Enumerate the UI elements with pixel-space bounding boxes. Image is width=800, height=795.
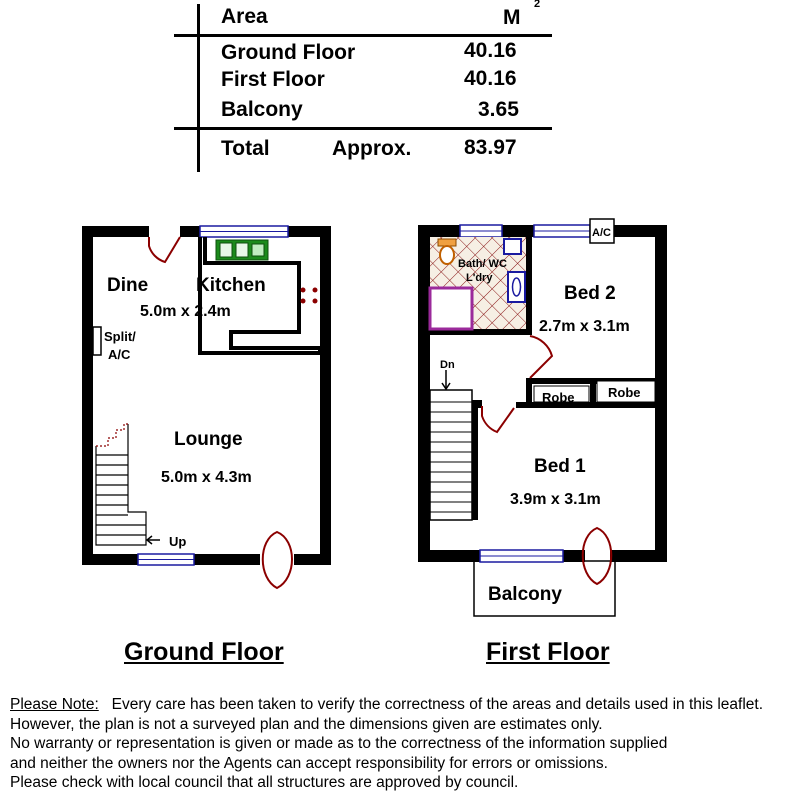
robe-1-label: Robe — [542, 390, 575, 405]
room-label-bed-2: Bed 2 — [564, 283, 616, 304]
first-wall-bottom-right — [610, 550, 667, 562]
total-label: Total — [221, 137, 270, 160]
row-balcony-value: 3.65 — [478, 98, 519, 121]
first-wall-top-mid — [502, 225, 534, 237]
kitchen-dimensions: 5.0m x 2.4m — [140, 303, 231, 320]
row-first-floor-value: 40.16 — [464, 67, 517, 90]
first-wall-bottom-left — [418, 550, 480, 562]
first-wall-top-left — [418, 225, 460, 237]
ground-wall-top-mid — [180, 226, 200, 237]
total-value: 83.97 — [464, 136, 517, 159]
sink-icon — [216, 240, 268, 260]
approx-label: Approx. — [332, 137, 412, 160]
vanity-icon — [504, 239, 521, 254]
disclaimer-label: Please Note: — [10, 696, 99, 713]
first-wall-left — [418, 225, 430, 562]
row-first-floor-label: First Floor — [221, 68, 325, 91]
ground-wall-bottom-right — [294, 554, 331, 565]
room-label-dine: Dine — [107, 275, 149, 296]
bed1-dimensions: 3.9m x 3.1m — [510, 491, 601, 508]
ground-wall-bottom-mid — [194, 554, 260, 565]
bath-label-2: L'dry — [466, 272, 493, 284]
toilet-icon — [438, 239, 456, 264]
row-ground-floor-value: 40.16 — [464, 39, 517, 62]
robe-2-label: Robe — [608, 385, 641, 400]
first-stairs-icon — [430, 370, 478, 520]
disclaimer-line-1 — [10, 695, 763, 715]
row-balcony-label: Balcony — [221, 98, 303, 121]
first-balcony-window-icon — [480, 550, 563, 562]
room-label-balcony: Balcony — [488, 584, 562, 605]
ground-top-window-icon — [200, 226, 288, 237]
disclaimer-line-2: However, the plan is not a surveyed plan and the dimensions given are estimates only. — [10, 715, 603, 733]
ground-entry-door-icon — [149, 237, 180, 262]
first-bath-window-icon — [460, 225, 502, 237]
room-label-lounge: Lounge — [174, 429, 243, 450]
bed2-door-icon — [530, 336, 552, 378]
ground-back-door-icon — [263, 532, 292, 588]
area-unit: M — [503, 6, 521, 29]
bath-label-1: Bath/ WC — [458, 258, 507, 270]
area-unit-exponent: 2 — [534, 0, 541, 10]
bed2-dimensions: 2.7m x 3.1m — [539, 318, 630, 335]
lounge-dimensions: 5.0m x 4.3m — [161, 469, 252, 486]
first-floor-title: First Floor — [486, 638, 610, 666]
first-wall-right — [655, 225, 667, 562]
cooktop-icon — [301, 288, 318, 304]
ground-floor-title: Ground Floor — [124, 638, 284, 666]
split-ac-label-1: Split/ — [104, 329, 136, 344]
bed2-wall-left — [526, 237, 532, 335]
shower-icon — [430, 288, 472, 329]
laundry-tub-icon — [508, 272, 525, 302]
ground-floor-plan — [82, 226, 331, 588]
disclaimer-line-5: Please check with local council that all structures are approved by council. — [10, 774, 519, 791]
ground-wall-left — [82, 226, 93, 565]
disclaimer-text-1: Every care has been taken to verify the correctness of the areas and details used in this leaflet. — [111, 696, 764, 713]
room-label-kitchen: Kitchen — [196, 275, 266, 296]
ground-wall-top-left — [82, 226, 149, 237]
ground-wall-top-right — [288, 226, 331, 237]
area-header: Area — [221, 5, 268, 28]
ground-wall-bottom-left — [82, 554, 138, 565]
first-wall-bottom-mid — [563, 550, 585, 562]
first-bed2-window-icon — [534, 225, 590, 237]
ac-label: A/C — [592, 227, 611, 239]
room-label-bed-1: Bed 1 — [534, 456, 586, 477]
landing-wall — [472, 400, 482, 408]
bed1-door-icon — [482, 406, 514, 432]
stairs-down-label: Dn — [440, 359, 455, 371]
split-ac-unit-icon — [93, 327, 101, 355]
ground-bottom-window-icon — [138, 554, 194, 565]
ground-stairs-icon — [96, 424, 160, 545]
first-floor-plan — [418, 219, 667, 616]
disclaimer-note — [10, 695, 763, 793]
robe-bottom-wall — [516, 402, 661, 408]
first-wall-top-right — [614, 225, 667, 237]
split-ac-label-2: A/C — [108, 347, 131, 362]
disclaimer-line-3: No warranty or representation is given or made as to the correctness of the information supplied — [10, 735, 668, 752]
disclaimer-line-4: and neither the owners nor the Agents can accept responsibility for errors or omissions. — [10, 754, 608, 772]
row-ground-floor-label: Ground Floor — [221, 41, 356, 64]
ground-wall-right — [320, 226, 331, 565]
stairs-up-label: Up — [169, 534, 187, 549]
